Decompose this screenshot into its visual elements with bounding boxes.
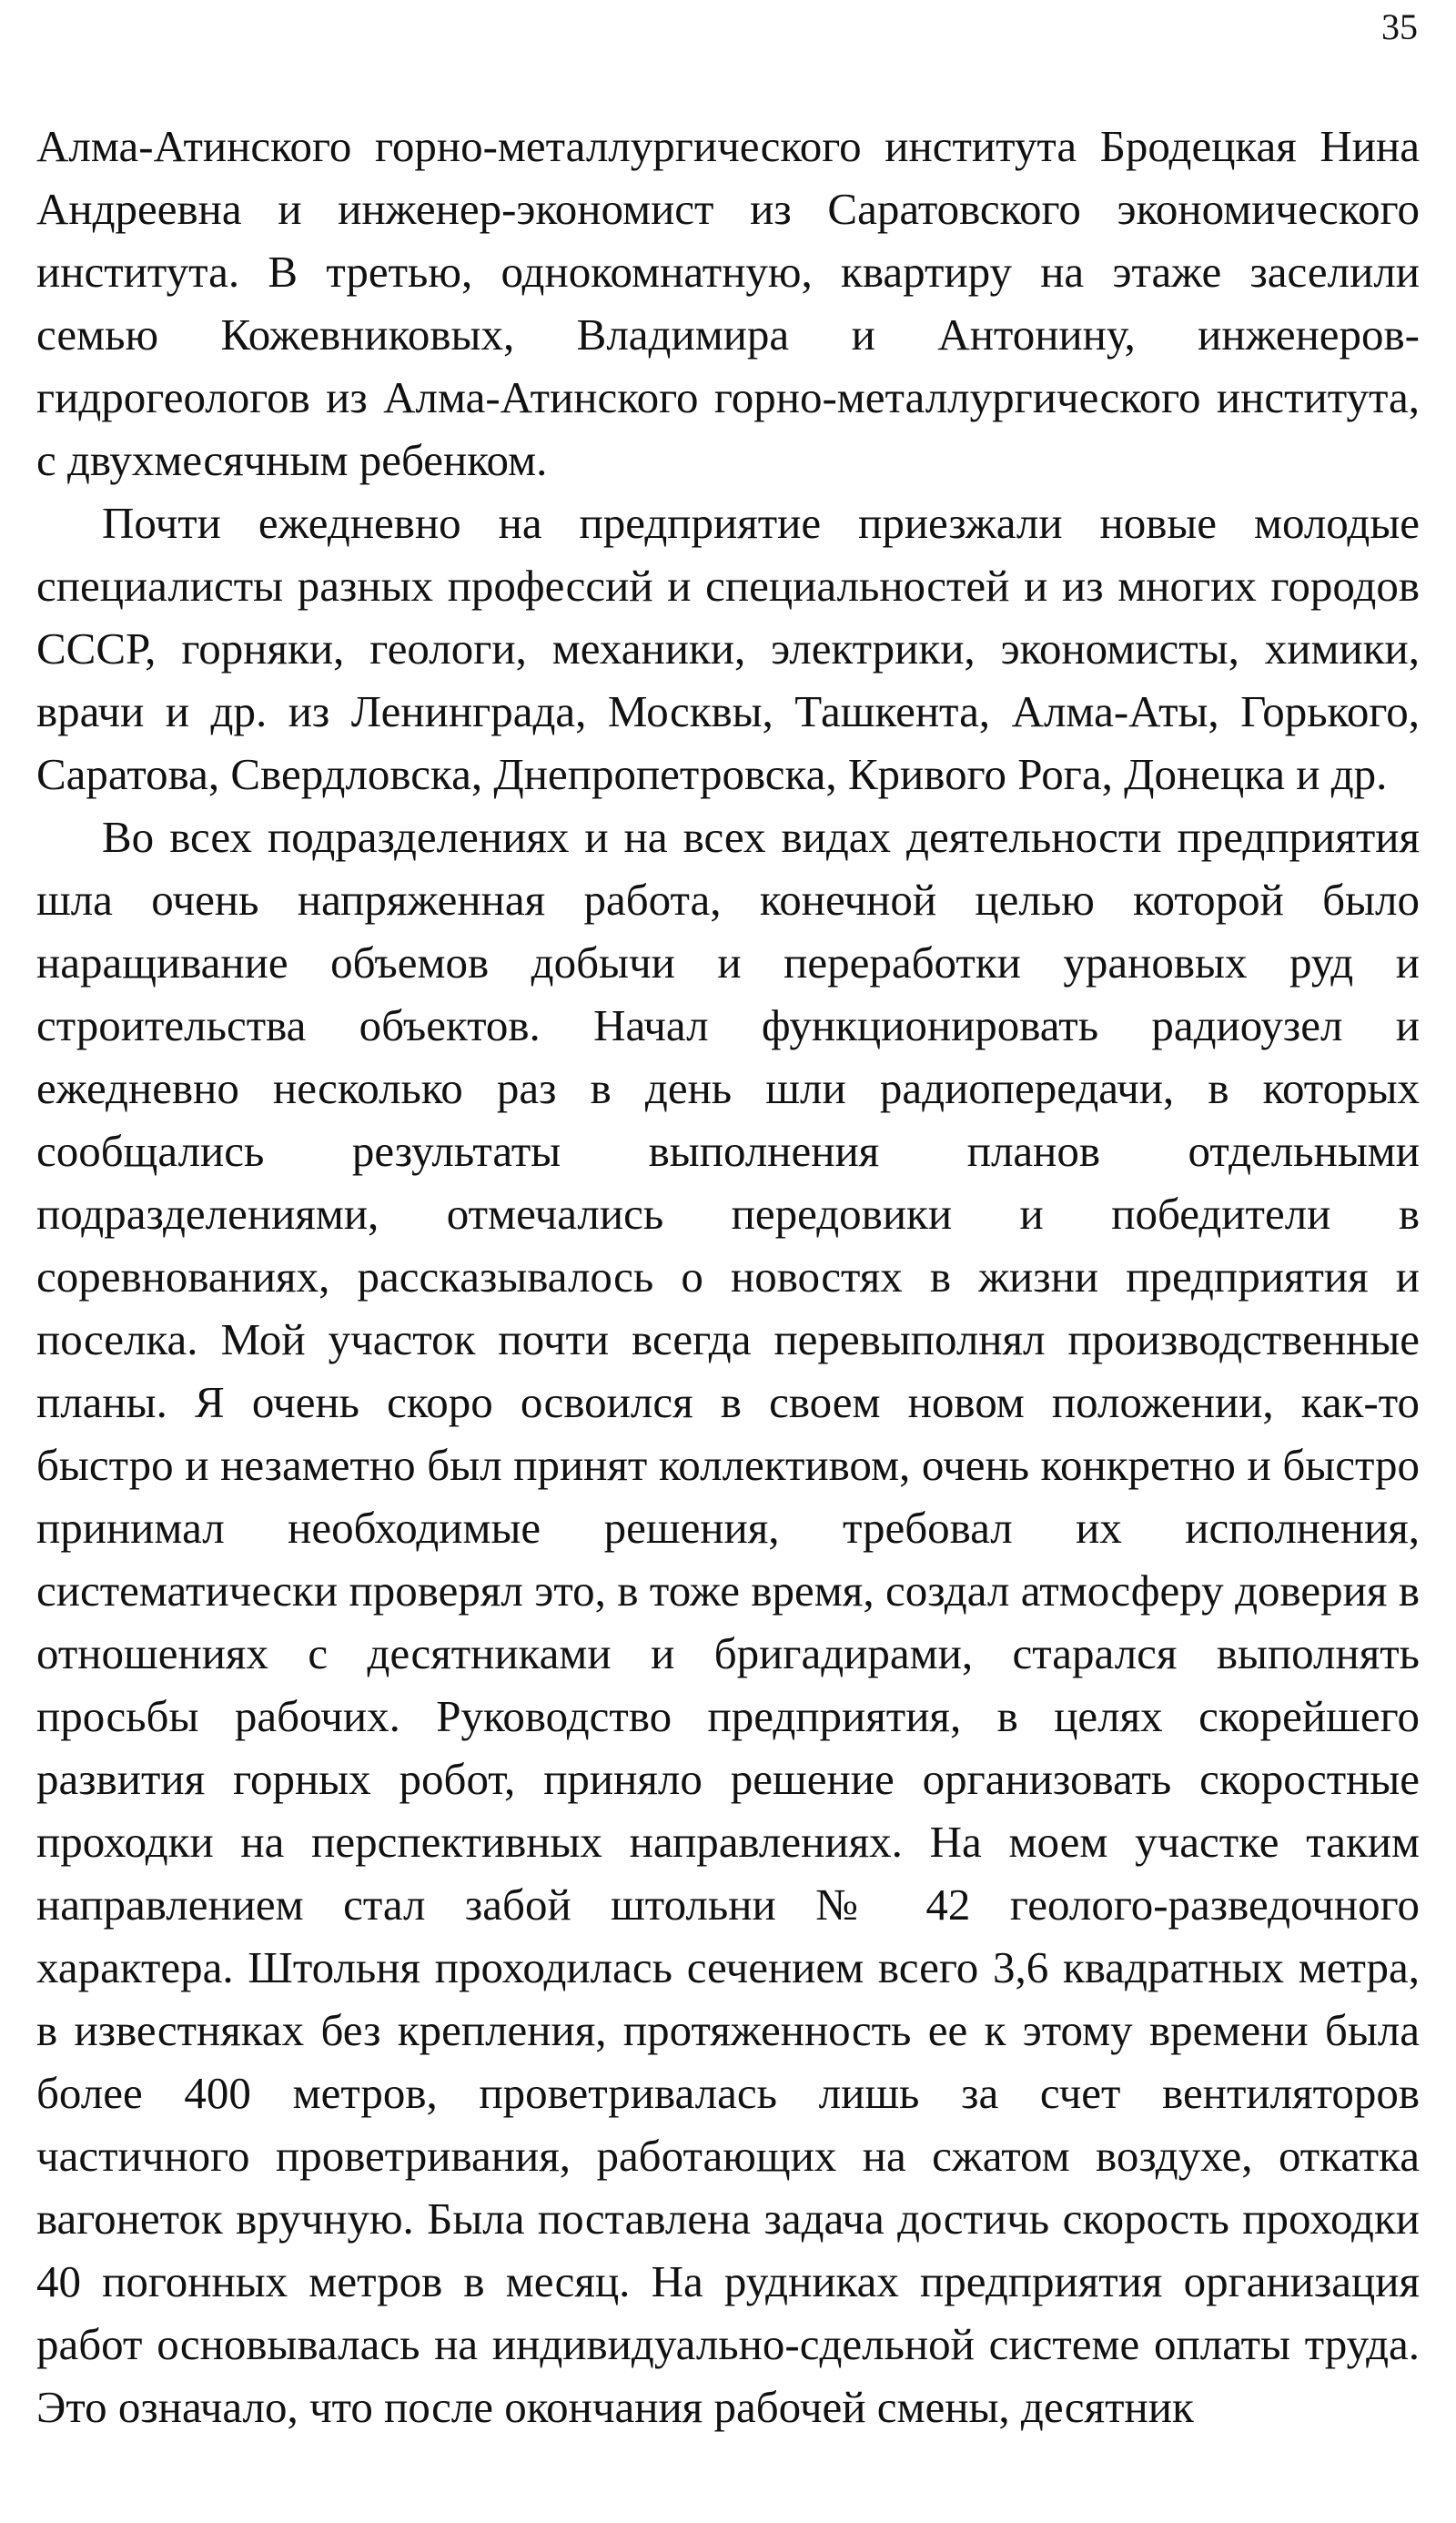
- text-body: [36, 115, 1420, 2438]
- paragraph-2: Почти ежедневно на предприятие приезжали новые молодые специалисты разных профессий и специальностей и из многих городов СССР, горняки, геологи, механики, электрики, экономисты, химики, врачи и др. из Ленинграда, Москвы, Ташкента, Алма-Аты, Горького, Саратова, Свердловска, Днепропетровска, Кривого Рога, Донецка и др.: [36, 498, 1420, 799]
- paragraph-3: Во всех подразделениях и на всех видах деятельности предприятия шла очень напряженная работа, конечной целью которой было наращивание объемов добычи и переработки урановых руд и строительства объектов. Начал функционировать радиоузел и ежедневно несколько раз в день шли радиопередачи, в которых сообщались результаты выполнения планов отдельными подразделениями, отмечались передовики и победители в соревнованиях, рассказывалось о новостях в жизни предприятия и поселка. Мой участок почти всегда перевыполнял производственные планы. Я очень скоро освоился в своем новом положении, как-то быстро и незаметно был принят коллективом, очень конкретно и быстро принимал необходимые решения, требовал их исполнения, систематически проверял это, в тоже время, создал атмосферу доверия в отношениях с десятниками и бригадирами, старался выполнять просьбы рабочих. Руководство предприятия, в целях скорейшего развития горных робот, приняло решение организовать скоростные проходки на перспективных направлениях. На моем участке таким направлением стал забой штольни № 42 геолого-разведочного характера. Штольня проходилась сечением всего 3,6 квадратных метра, в известняках без крепления, протяженность ее к этому времени была более 400 метров, проветривалась лишь за счет вентиляторов частичного проветривания, работающих на сжатом воздухе, откатка вагонеток вручную. Была поставлена задача достичь скорость проходки 40 погонных метров в месяц. На рудниках предприятия организация работ основывалась на индивидуально-сдельной системе оплаты труда. Это означало, что после окончания рабочей смены, десятник: [36, 812, 1420, 2432]
- page-number: 35: [1381, 6, 1418, 47]
- paragraph-1: Алма-Атинского горно-металлургического института Бродецкая Нина Андреевна и инженер-экономист из Саратовского экономического института. В третью, однокомнатную, квартиру на этаже заселили семью Кожевниковых, Владимира и Антонину, инженеров-гидрогеологов из Алма-Атинского горно-металлургического института, с двухмесячным ребенком.: [36, 121, 1420, 485]
